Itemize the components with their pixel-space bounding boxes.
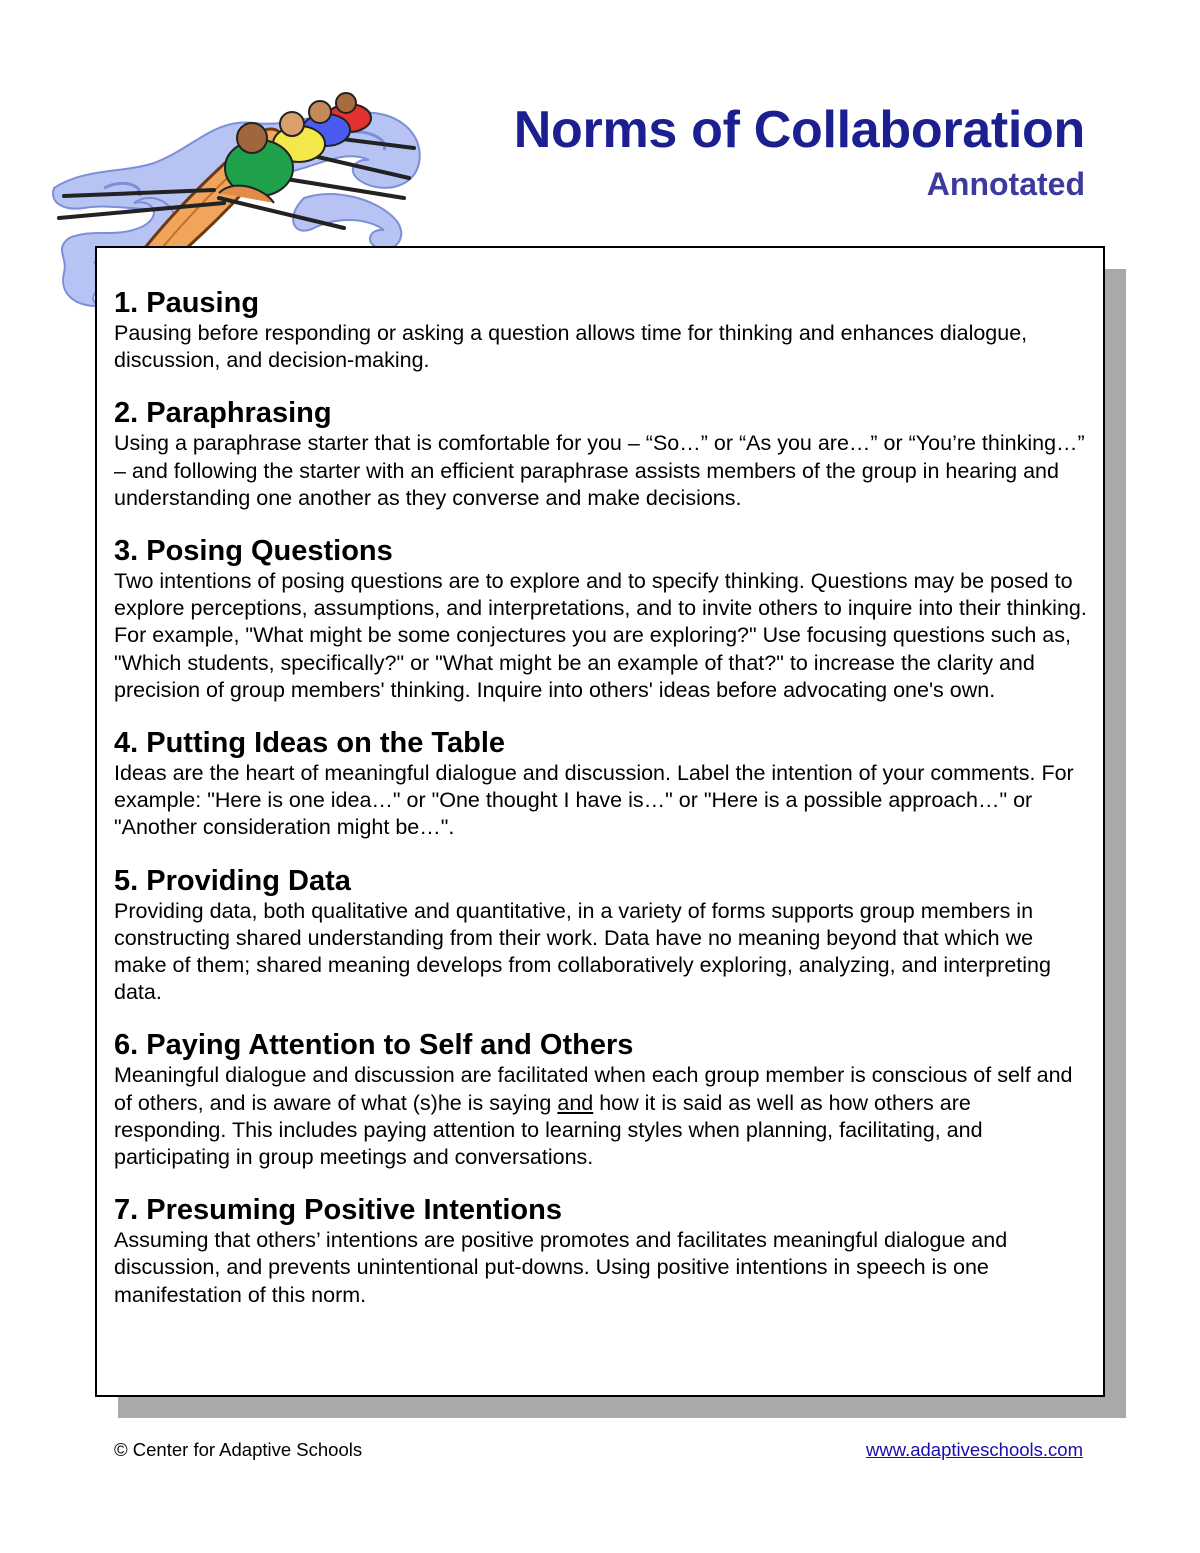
norm-description: Two intentions of posing questions are to explore and to specify thinking. Questions may be posed to explore perceptions, assumptions, and interpretations, and to invite others to inquire into their thinking. For example, "What might be some conjectures you are exploring?" Use focusing questions such as, "Which students, specifically?" or "What might be an example of that?" to increase the clarity and precision of group members' thinking. Inquire into others' ideas before advocating one's own. — [114, 569, 1087, 702]
norm-text-part: how it is said as well as how others are responding. This includes paying attention to learning styles when planning, facilitating, and participating in group meetings and conversations. — [114, 1090, 983, 1170]
norms-list — [114, 286, 1089, 1331]
norm-description: Pausing before responding or asking a question allows time for thinking and enhances dialogue, discussion, and decision-making. — [114, 321, 1028, 373]
norm-description — [114, 1062, 1089, 1171]
norm-putting-ideas-on-the-table — [114, 726, 1089, 842]
footer-copyright: © Center for Adaptive Schools — [114, 1439, 363, 1460]
norm-presuming-positive-intentions — [114, 1193, 1089, 1309]
norm-heading: 4. Putting Ideas on the Table — [114, 727, 506, 760]
norm-description: Ideas are the heart of meaningful dialogue and discussion. Label the intention of your comments. For example: "Here is one idea…" or "One thought I have is…" or "Here is a possible approach…" or "Another consideration might be…". — [114, 761, 1074, 840]
norm-paying-attention — [114, 1028, 1089, 1171]
norm-paraphrasing — [114, 396, 1089, 512]
norm-heading: 5. Providing Data — [114, 864, 351, 897]
norm-heading: 1. Pausing — [114, 287, 260, 319]
emphasized-word: and — [557, 1090, 594, 1115]
norm-providing-data — [114, 864, 1089, 1007]
norm-heading: 7. Presuming Positive Intentions — [114, 1194, 562, 1227]
norm-posing-questions — [114, 534, 1089, 704]
norm-heading: 6. Paying Attention to Self and Others — [114, 1029, 634, 1062]
norm-pausing — [114, 286, 1089, 374]
footer-website-link[interactable]: www.adaptiveschools.com — [866, 1439, 1083, 1460]
norm-description: Assuming that others’ intentions are positive promotes and facilitates meaningful dialogue and discussion, and prevents unintentional put-downs. Using positive intentions in speech is one manifestation of this norm. — [114, 1228, 1008, 1307]
norm-description: Providing data, both qualitative and quantitative, in a variety of forms supports group members in constructing shared understanding from their work. Data have no meaning beyond that which we make of them; shared meaning develops from collaboratively exploring, analyzing, and interpreting data. — [114, 898, 1051, 1005]
norm-text-part: Meaningful dialogue and discussion are facilitated when each group member is conscious of self and of others, and is aware of what (s)he is saying — [114, 1063, 1073, 1115]
document-subtitle: Annotated — [926, 166, 1085, 202]
norms-content-box — [95, 246, 1105, 1397]
document-title: Norms of Collaboration — [513, 101, 1085, 159]
norm-description: Using a paraphrase starter that is comfortable for you – “So…” or “As you are…” or “You’re thinking…” – and following the starter with an efficient paraphrase assists members of the group in hearing and understanding one another as they converse and make decisions. — [114, 431, 1085, 510]
norm-heading: 3. Posing Questions — [114, 535, 393, 568]
norm-heading: 2. Paraphrasing — [114, 397, 332, 430]
